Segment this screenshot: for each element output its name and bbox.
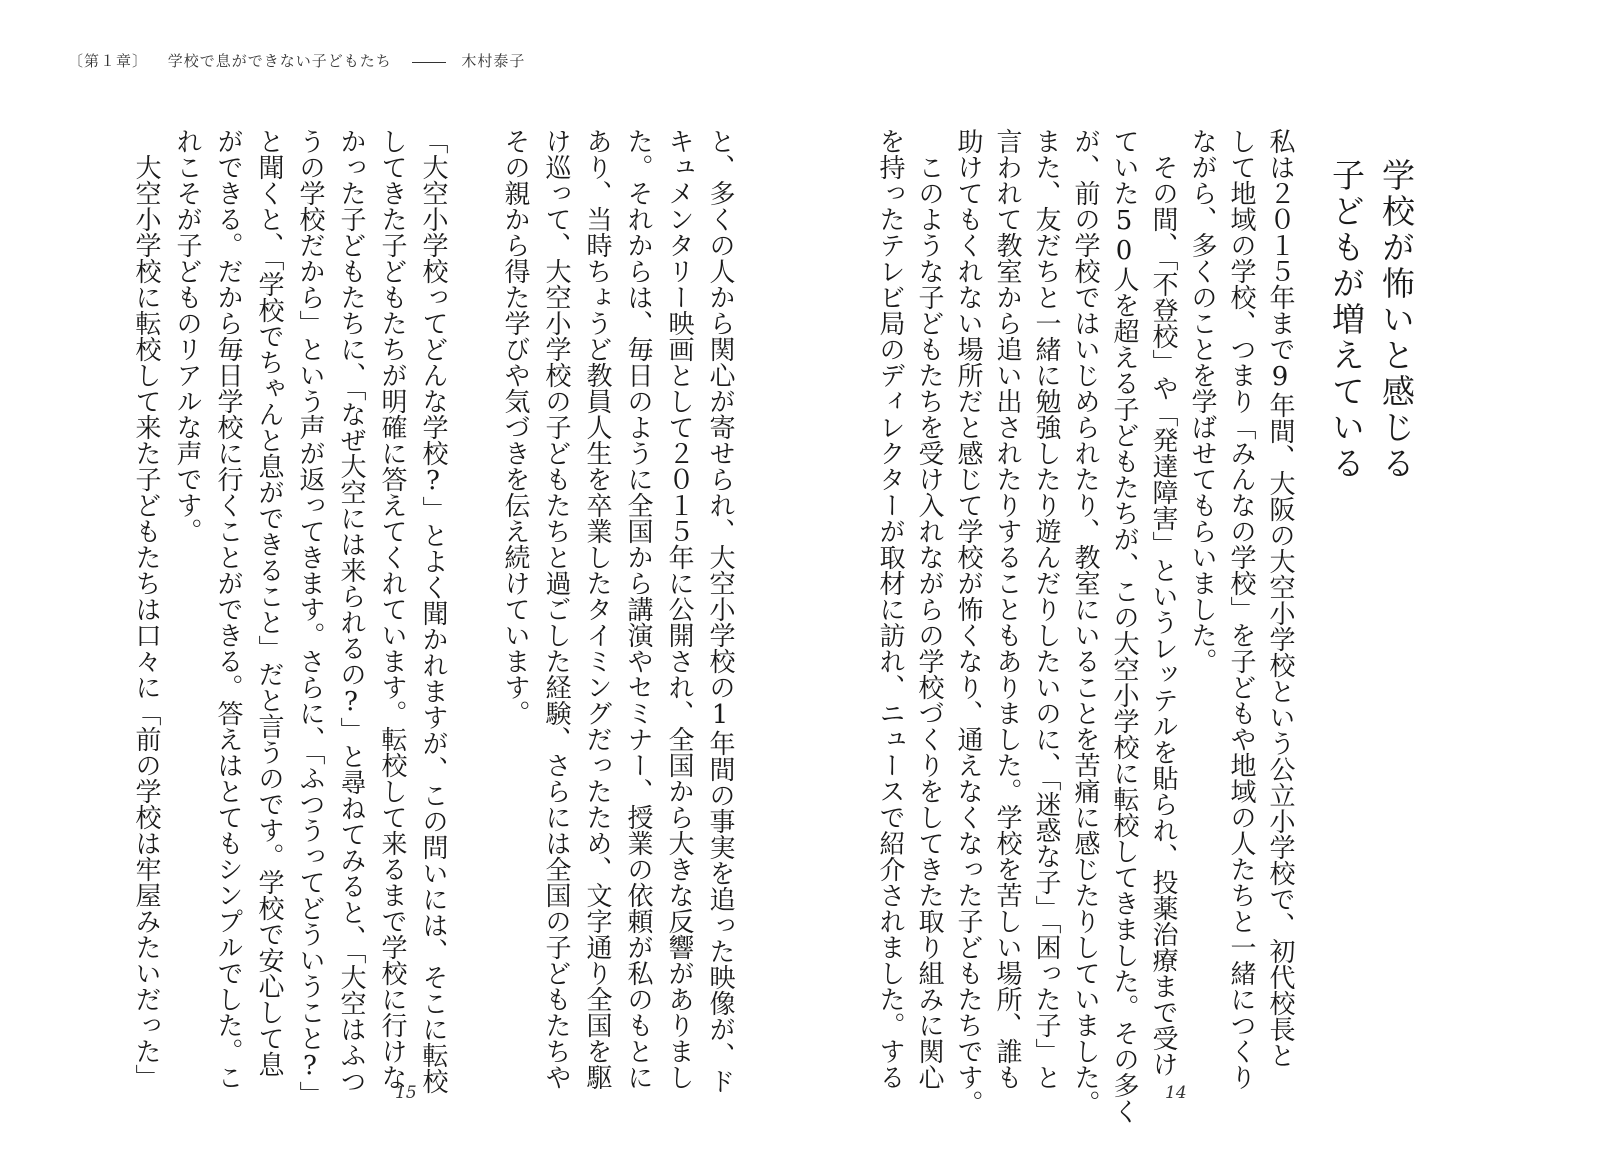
chapter-title: 学校で息ができない子どもたち — [167, 52, 392, 70]
text-column: ていた50人を超える子どもたちが、この大空小学校に転校してきました。その多く — [1109, 128, 1139, 1124]
left-page — [60, 128, 740, 1107]
text-column: ながら、多くのことを学ばせてもらいました。 — [1187, 128, 1217, 674]
text-column: 大空小学校に転校して来た子どもたちは口々に「前の学校は牢屋みたいだった」 — [131, 128, 161, 1090]
text-column: れこそが子どものリアルな声です。 — [172, 128, 202, 544]
text-column: うの学校だから」という声が返ってきます。さらに、「ふつうってどういうこと?」 — [295, 128, 325, 1107]
running-head — [68, 50, 539, 71]
text-column: 助けてもくれない場所だと感じて学校が怖くなり、通えなくなった子どもたちです。 — [953, 128, 983, 1116]
text-column: して地域の学校、つまり「みんなの学校」を子どもや地域の人たちと一緒につくり — [1226, 128, 1256, 1090]
section-heading-line-2: 子どもが増えている — [1327, 158, 1366, 482]
text-column: キュメンタリー映画として２０１５年に公開され、全国から大きな反響がありまし — [664, 128, 694, 1090]
text-column: その間、「不登校」や「発達障害」というレッテルを貼られ、投薬治療まで受け — [1148, 128, 1178, 1077]
text-column: け巡って、大空小学校の子どもたちと過ごした経験、さらには全国の子どもたちや — [541, 128, 571, 1090]
chapter-label: 〔第１章〕 — [68, 52, 149, 70]
text-column: また、友だちと一緒に勉強したり遊んだりしたいのに、「迷惑な子」「困った子」と — [1031, 128, 1061, 1090]
text-column: ができる。だから毎日学校に行くことができる。答えはとてもシンプルでした。こ — [213, 128, 243, 1090]
text-column: 言われて教室から追い出されたりすることもありました。学校を苦しい場所、誰も — [992, 128, 1022, 1090]
page-number-left: 15 — [395, 1083, 417, 1103]
text-column: このような子どもたちを受け入れながらの学校づくりをしてきた取り組みに関心 — [914, 128, 944, 1090]
author-name: 木村泰子 — [461, 52, 526, 70]
text-column: 「大空小学校ってどんな学校?」とよく聞かれますが、この問いには、そこに転校 — [418, 128, 448, 1094]
text-column: かった子どもたちに、「なぜ大空には来られるの?」と尋ねてみると、「大空はふつ — [336, 128, 366, 1094]
text-column: が、前の学校ではいじめられたり、教室にいることを苦痛に感じたりしていました。 — [1070, 128, 1100, 1116]
text-column: と聞くと、「学校でちゃんと息ができること」だと言うのです。学校で安心して息 — [254, 128, 284, 1077]
text-column: その親から得た学びや気づきを伝え続けています。 — [500, 128, 530, 726]
text-column: た。それからは、毎日のように全国から講演やセミナー、授業の依頼が私のもとに — [623, 128, 653, 1090]
text-column: を持ったテレビ局のディレクターが取材に訪れ、ニュースで紹介されました。する — [875, 128, 905, 1090]
text-column: 私は２０１５年まで9年間、大阪の大空小学校という公立小学校で、初代校長と — [1265, 128, 1295, 1068]
running-head-dash — [412, 62, 446, 63]
text-column: あり、当時ちょうど教員人生を卒業したタイミングだったため、文字通り全国を駆 — [582, 128, 612, 1090]
section-heading-line-1: 学校が怖いと感じる — [1377, 158, 1416, 482]
page-number-right: 14 — [1165, 1083, 1187, 1103]
text-column: と、多くの人から関心が寄せられ、大空小学校の1年間の事実を追った映像が、ド — [705, 128, 735, 1094]
text-column: してきた子どもたちが明確に答えてくれています。転校して来るまで学校に行けな — [377, 128, 407, 1090]
